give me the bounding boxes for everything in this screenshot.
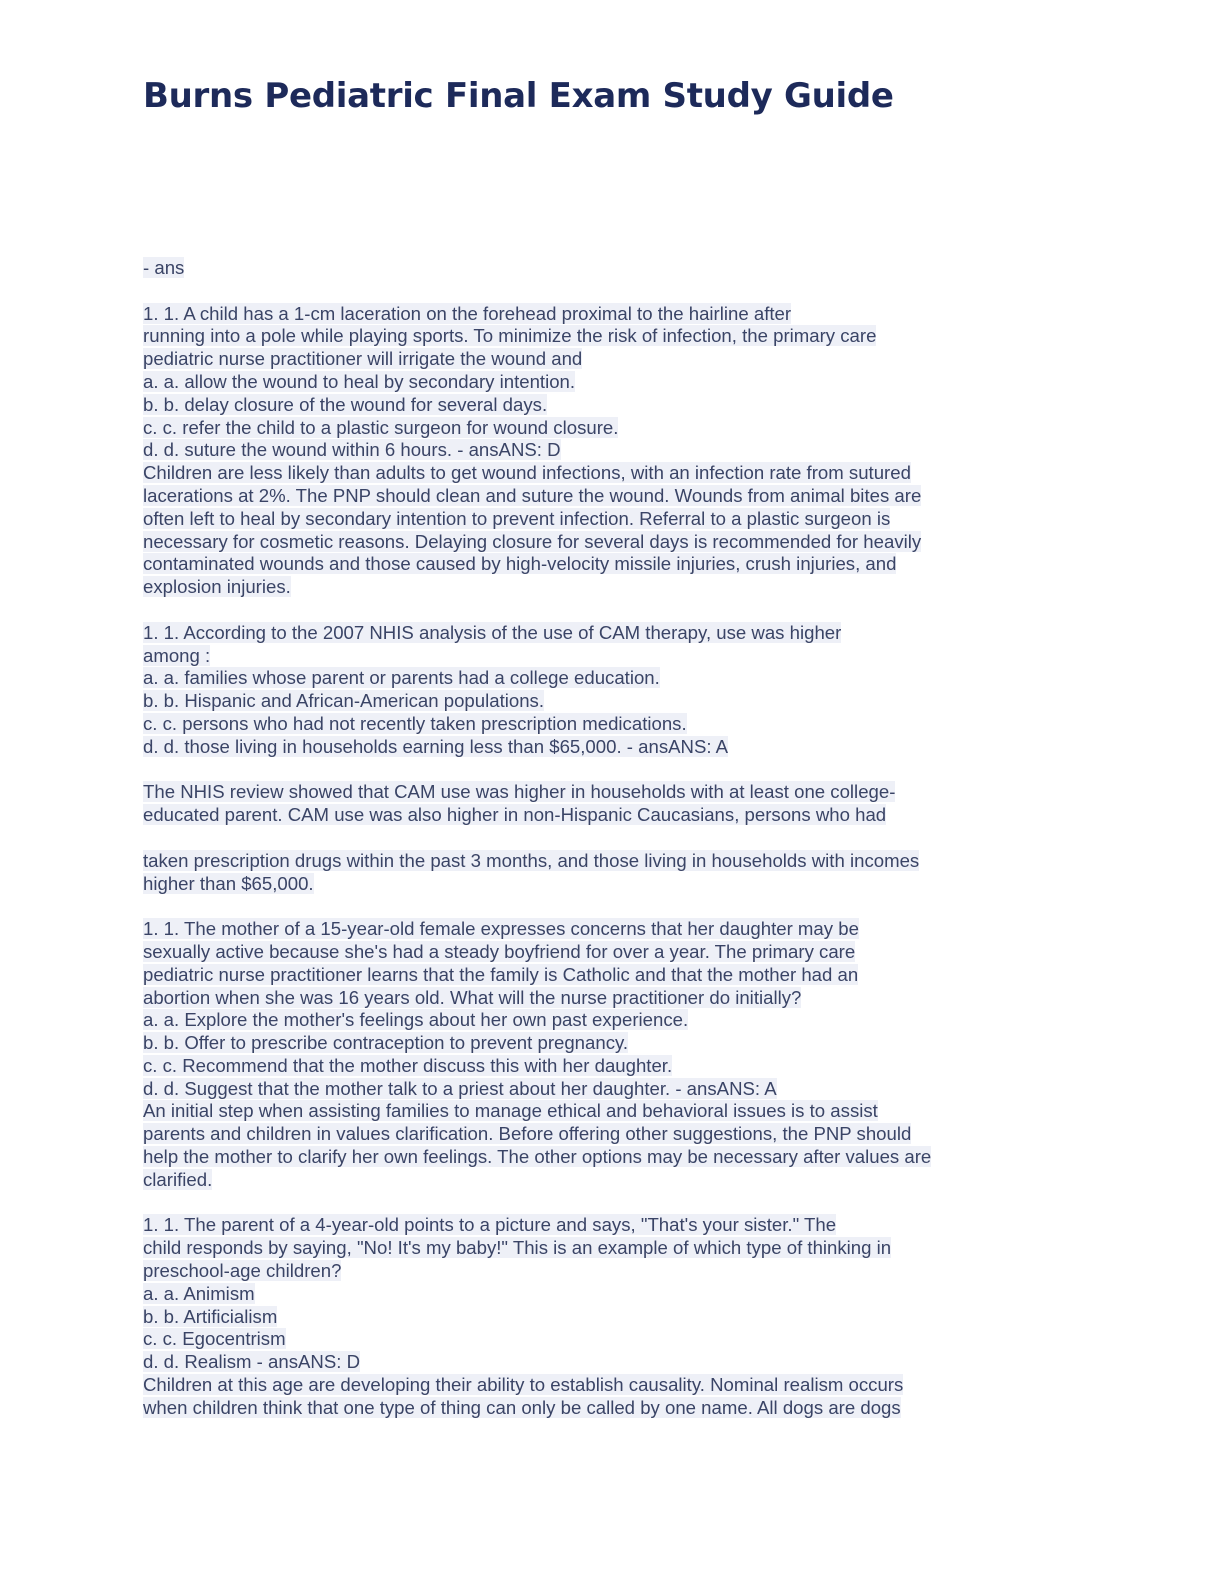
text-line [143,1100,1023,1123]
text-line [143,303,1023,326]
text-line [143,508,1023,531]
text-line-content: child responds by saying, "No! It's my baby!" This is an example of which type of thinking in [143,1237,892,1259]
text-line [143,941,1023,964]
text-line-content: 1. 1. The parent of a 4-year-old points to a picture and says, "That's your sister." The [143,1214,837,1236]
text-line-content: pediatric nurse practitioner will irrigate the wound and [143,348,583,370]
text-line-content: help the mother to clarify her own feelings. The other options may be necessary after values are [143,1146,932,1168]
text-line-content: lacerations at 2%. The PNP should clean and suture the wound. Wounds from animal bites are [143,484,922,506]
text-line [143,485,1023,508]
blank-line [143,759,1023,782]
text-line-content: 1. 1. According to the 2007 NHIS analysis of the use of CAM therapy, use was higher [143,621,842,643]
text-line [143,371,1023,394]
text-line [143,850,1023,873]
text-line-content: 1. 1. A child has a 1-cm laceration on the forehead proximal to the hairline after [143,302,792,324]
text-line [143,1146,1023,1169]
text-line [143,736,1023,759]
document-body [143,257,1023,1420]
text-line [143,1260,1023,1283]
text-line [143,531,1023,554]
document-title: Burns Pediatric Final Exam Study Guide [143,76,894,116]
text-line [143,713,1023,736]
text-line-content: pediatric nurse practitioner learns that the family is Catholic and that the mother had an [143,963,859,985]
text-line-content: taken prescription drugs within the past 3 months, and those living in households with incomes [143,849,920,871]
text-line [143,667,1023,690]
text-line [143,781,1023,804]
text-line-content: c. c. Egocentrism [143,1328,286,1350]
text-line [143,462,1023,485]
text-line-content: b. b. Artificialism [143,1305,278,1327]
text-line-content: contaminated wounds and those caused by high-velocity missile injuries, crush injuries, and [143,553,897,575]
text-line-content: b. b. Hispanic and African-American populations. [143,690,545,712]
text-line [143,690,1023,713]
text-line [143,1032,1023,1055]
text-line-content: explosion injuries. [143,576,291,598]
text-line-content: Children are less likely than adults to get wound infections, with an infection rate from sutured [143,462,911,484]
text-line [143,1351,1023,1374]
text-line [143,576,1023,599]
text-line-content: b. b. delay closure of the wound for several days. [143,393,548,415]
text-line [143,1055,1023,1078]
text-line-content: sexually active because she's had a steady boyfriend for over a year. The primary care [143,940,856,962]
text-line-content: c. c. refer the child to a plastic surgeon for wound closure. [143,416,619,438]
text-line [143,804,1023,827]
text-line [143,417,1023,440]
text-line-content: when children think that one type of thing can only be called by one name. All dogs are dogs [143,1396,901,1418]
text-line-content: Children at this age are developing their ability to establish causality. Nominal realism occurs [143,1374,904,1396]
text-line-content: preschool-age children? [143,1260,342,1282]
text-line [143,394,1023,417]
text-line-content: c. c. persons who had not recently taken prescription medications. [143,712,687,734]
text-line-content: clarified. [143,1168,213,1190]
text-line-content: necessary for cosmetic reasons. Delaying closure for several days is recommended for heavily [143,530,922,552]
text-line [143,1237,1023,1260]
text-line [143,348,1023,371]
text-line-content: c. c. Recommend that the mother discuss this with her daughter. [143,1054,673,1076]
text-line [143,1283,1023,1306]
text-line-content: - ans [143,257,185,278]
text-line [143,1009,1023,1032]
text-line [143,1374,1023,1397]
text-line [143,1123,1023,1146]
blank-line [143,827,1023,850]
text-line-content: a. a. Animism [143,1282,255,1304]
text-line-content: d. d. Suggest that the mother talk to a priest about her daughter. - ansANS: A [143,1077,777,1099]
text-line-content: often left to heal by secondary intention to prevent infection. Referral to a plastic surgeon is [143,507,891,529]
text-line [143,1214,1023,1237]
text-line-content: a. a. families whose parent or parents had a college education. [143,667,660,689]
text-line [143,257,1023,280]
text-line [143,1328,1023,1351]
text-line [143,964,1023,987]
text-line [143,1306,1023,1329]
text-line [143,1169,1023,1192]
text-line-content: abortion when she was 16 years old. What will the nurse practitioner do initially? [143,986,802,1008]
text-line [143,622,1023,645]
text-line [143,439,1023,462]
text-line [143,645,1023,668]
text-line [143,987,1023,1010]
text-line-content: parents and children in values clarification. Before offering other suggestions, the PNP should [143,1123,912,1145]
text-line-content: educated parent. CAM use was also higher in non-Hispanic Caucasians, persons who had [143,804,887,826]
text-line-content: The NHIS review showed that CAM use was higher in households with at least one college- [143,781,896,803]
text-line-content: a. a. allow the wound to heal by secondary intention. [143,370,576,392]
text-line [143,918,1023,941]
text-line [143,1397,1023,1420]
text-line-content: among : [143,644,211,666]
text-line-content: b. b. Offer to prescribe contraception to prevent pregnancy. [143,1032,629,1054]
text-line [143,873,1023,896]
blank-line [143,599,1023,622]
text-line-content: d. d. suture the wound within 6 hours. - ansANS: D [143,439,561,461]
blank-line [143,1192,1023,1215]
text-line-content: a. a. Explore the mother's feelings about her own past experience. [143,1009,689,1031]
text-line-content: higher than $65,000. [143,872,314,894]
text-line [143,325,1023,348]
blank-line [143,280,1023,303]
text-line-content: 1. 1. The mother of a 15-year-old female expresses concerns that her daughter may be [143,918,859,940]
text-line [143,1078,1023,1101]
text-line-content: d. d. Realism - ansANS: D [143,1351,360,1373]
blank-line [143,895,1023,918]
text-line-content: running into a pole while playing sports. To minimize the risk of infection, the primary care [143,325,877,347]
text-line [143,553,1023,576]
text-line-content: d. d. those living in households earning less than $65,000. - ansANS: A [143,735,729,757]
text-line-content: An initial step when assisting families to manage ethical and behavioral issues is to assist [143,1100,878,1122]
